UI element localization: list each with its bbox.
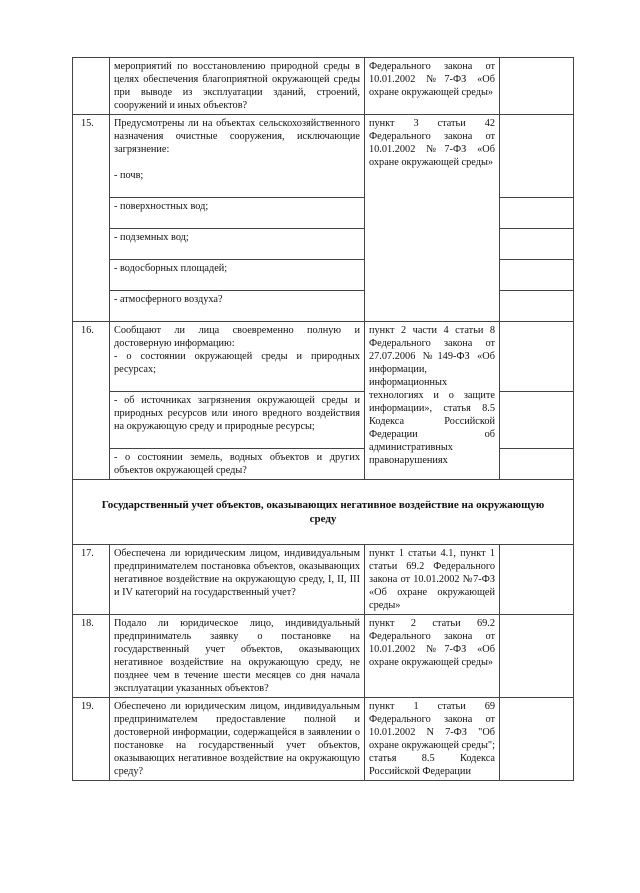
answer-cell (500, 115, 574, 198)
answer-cell (500, 545, 574, 615)
checklist-table (72, 57, 574, 781)
answer-cell (500, 449, 574, 480)
table-row (73, 115, 574, 198)
legal-source: пункт 1 статьи 4.1, пункт 1 статьи 69.2 Федерального закона от 10.01.2002 №7-ФЗ «Об охране окружающей среды» (365, 545, 500, 615)
answer-cell (500, 392, 574, 449)
table-row (73, 615, 574, 698)
sub-item: - подземных вод; (110, 229, 365, 260)
question-text (110, 115, 365, 198)
row-number (73, 58, 110, 115)
question-text: мероприятий по восстановлению природной среды в целях обеспечения благоприятной окружающей среды при выводе из эксплуатации зданий, строений, сооружений и иных объектов? (110, 58, 365, 115)
sub-item: - почв; (114, 170, 144, 181)
row-number: 15. (73, 115, 110, 322)
sub-item: - об источниках загрязнения окружающей среды и природных ресурсов или иного вредного воздействия на окружающую среду и природные ресурсы; (110, 392, 365, 449)
answer-cell (500, 615, 574, 698)
row-number: 19. (73, 698, 110, 781)
legal-source: пункт 1 статьи 69 Федерального закона от 10.01.2002 N 7-ФЗ "Об охране окружающей среды"; статья 8.5 Кодекса Российской Федерации (365, 698, 500, 781)
answer-cell (500, 260, 574, 291)
sub-item: - атмосферного воздуха? (110, 291, 365, 322)
question-lead: Предусмотрены ли на объектах сельскохозяйственного назначения очистные сооружения, исключающие загрязнение: (114, 118, 360, 155)
section-row (73, 480, 574, 545)
answer-cell (500, 58, 574, 115)
sub-item: - о состоянии земель, водных объектов и других объектов окружающей среды? (110, 449, 365, 480)
question-lead: Сообщают ли лица своевременно полную и достоверную информацию: (114, 325, 360, 349)
answer-cell (500, 229, 574, 260)
section-heading: Государственный учет объектов, оказывающих негативное воздействие на окружающую среду (73, 480, 574, 545)
legal-source: пункт 2 статьи 69.2 Федерального закона от 10.01.2002 №7-ФЗ «Об охране окружающей среды» (365, 615, 500, 698)
row-number: 16. (73, 322, 110, 480)
answer-cell (500, 291, 574, 322)
answer-cell (500, 198, 574, 229)
sub-item: - о состоянии окружающей среды и природных ресурсах; (114, 351, 360, 375)
legal-source: Федерального закона от 10.01.2002 №7-ФЗ «Об охране окружающей среды» (365, 58, 500, 115)
table-row (73, 58, 574, 115)
answer-cell (500, 322, 574, 392)
question-text: Обеспечено ли юридическим лицом, индивидуальным предпринимателем предоставление полной и достоверной информации, содержащейся в заявлении о постановке на государственный учет объектов, оказывающих негативное воздействие на окружающую среду? (110, 698, 365, 781)
table-row (73, 698, 574, 781)
question-text (110, 322, 365, 392)
question-text: Подало ли юридическое лицо, индивидуальный предприниматель заявку о постановке на государственный учет объектов, оказывающих негативное воздействие на окружающую среду, не позднее чем в течение шести месяцев со дня начала эксплуатации указанных объектов? (110, 615, 365, 698)
answer-cell (500, 698, 574, 781)
legal-source: пункт 3 статьи 42 Федерального закона от 10.01.2002 №7-ФЗ «Об охране окружающей среды» (365, 115, 500, 322)
question-text: Обеспечена ли юридическим лицом, индивидуальным предпринимателем постановка объектов, оказывающих негативное воздействие на окружающую среду, I, II, III и IV категорий на государственный учет? (110, 545, 365, 615)
sub-item: - водосборных площадей; (110, 260, 365, 291)
table-row (73, 322, 574, 392)
legal-source: пункт 2 части 4 статьи 8 Федерального закона от 27.07.2006 №149-ФЗ «Об информации, информационных технологиях и о защите информации», статья 8.5 Кодекса Российской Федерации об административных правонарушениях (365, 322, 500, 480)
sub-item: - поверхностных вод; (110, 198, 365, 229)
row-number: 17. (73, 545, 110, 615)
row-number: 18. (73, 615, 110, 698)
table-row (73, 545, 574, 615)
